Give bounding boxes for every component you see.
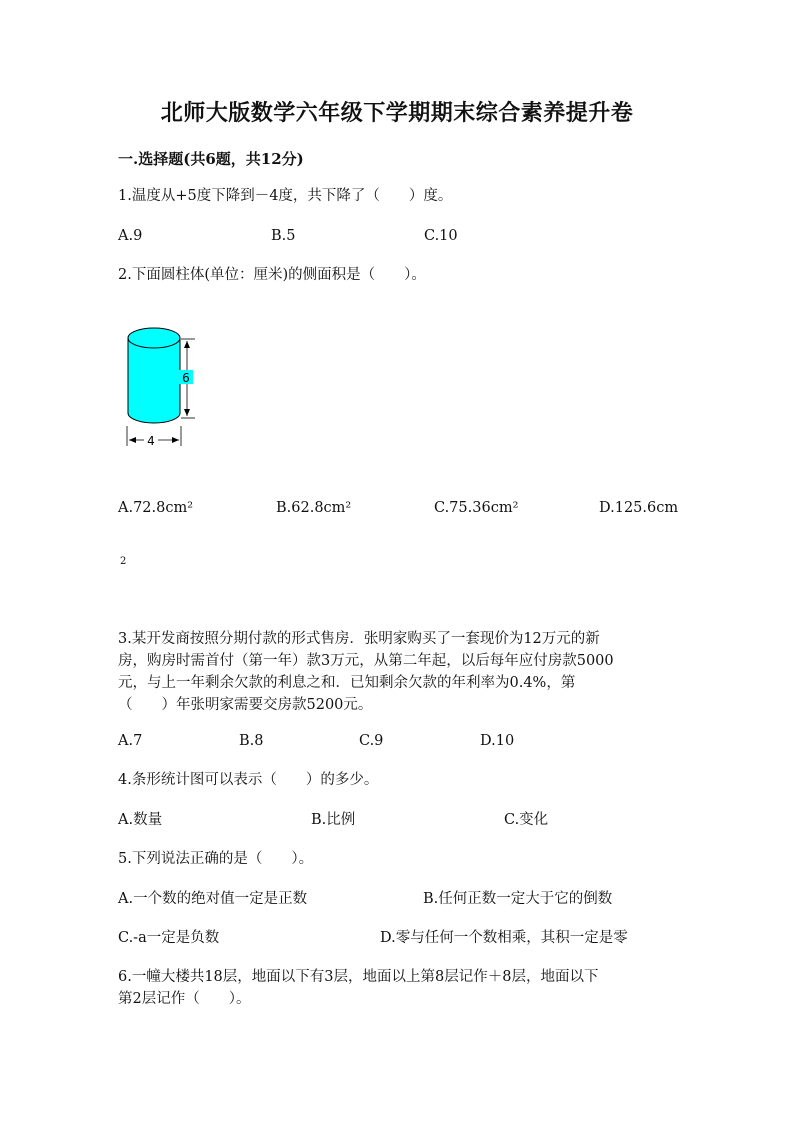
question-3-option-a[interactable]: A.7 — [118, 733, 143, 749]
question-6-stem — [118, 966, 678, 1010]
cylinder-top — [128, 328, 180, 348]
question-6-line-1: 6.一幢大楼共18层，地面以下有3层，地面以上第8层记作＋8层，地面以下 — [118, 969, 599, 985]
diameter-label: 4 — [147, 434, 155, 448]
question-1-stem: 1.温度从+5度下降到－4度，共下降了（ ）度。 — [118, 188, 453, 204]
question-3-line-4: （ ）年张明家需要交房款5200元。 — [118, 697, 373, 713]
question-2-option-d-wrap: 2 — [120, 556, 127, 567]
page-title: 北师大版数学六年级下学期期末综合素养提升卷 — [160, 100, 634, 126]
question-1-option-c[interactable]: C.10 — [424, 228, 458, 244]
question-4-option-c[interactable]: C.变化 — [504, 812, 549, 828]
question-3-line-1: 3.某开发商按照分期付款的形式售房．张明家购买了一套现价为12万元的新 — [118, 631, 600, 647]
question-2-option-b[interactable]: B.62.8cm² — [276, 500, 352, 516]
cylinder-figure — [115, 312, 215, 457]
question-5-option-b[interactable]: B.任何正数一定大于它的倒数 — [423, 891, 613, 907]
question-3-option-d[interactable]: D.10 — [480, 733, 515, 749]
question-5-option-d[interactable]: D.零与任何一个数相乘，其积一定是零 — [380, 930, 628, 946]
question-4-stem: 4.条形统计图可以表示（ ）的多少。 — [118, 772, 379, 788]
question-3-option-c[interactable]: C.9 — [359, 733, 384, 749]
question-1-option-b[interactable]: B.5 — [271, 228, 296, 244]
question-6-line-2: 第2层记作（ ）。 — [118, 991, 251, 1007]
height-label: 6 — [182, 371, 190, 385]
cylinder-body — [128, 338, 180, 423]
question-1-option-a[interactable]: A.9 — [118, 228, 143, 244]
question-2-option-d[interactable]: D.125.6cm — [599, 500, 679, 516]
question-2-option-c[interactable]: C.75.36cm² — [434, 500, 519, 516]
question-5-option-c[interactable]: C.-a一定是负数 — [118, 930, 220, 946]
question-3-stem — [118, 628, 678, 716]
question-4-option-a[interactable]: A.数量 — [118, 812, 163, 828]
question-5-option-a[interactable]: A.一个数的绝对值一定是正数 — [118, 891, 308, 907]
question-5-stem: 5.下列说法正确的是（ ）。 — [118, 851, 314, 867]
question-3-line-3: 元，与上一年剩余欠款的利息之和．已知剩余欠款的年利率为0.4%，第 — [118, 675, 576, 691]
question-2-stem: 2.下面圆柱体(单位：厘米)的侧面积是（ ）。 — [118, 267, 426, 283]
question-2-option-a[interactable]: A.72.8cm² — [118, 500, 194, 516]
question-4-option-b[interactable]: B.比例 — [311, 812, 356, 828]
question-3-line-2: 房，购房时需首付（第一年）款3万元，从第二年起，以后每年应付房款5000 — [118, 653, 614, 669]
question-3-option-b[interactable]: B.8 — [239, 733, 264, 749]
section-heading: 一.选择题(共6题，共12分) — [118, 150, 304, 168]
